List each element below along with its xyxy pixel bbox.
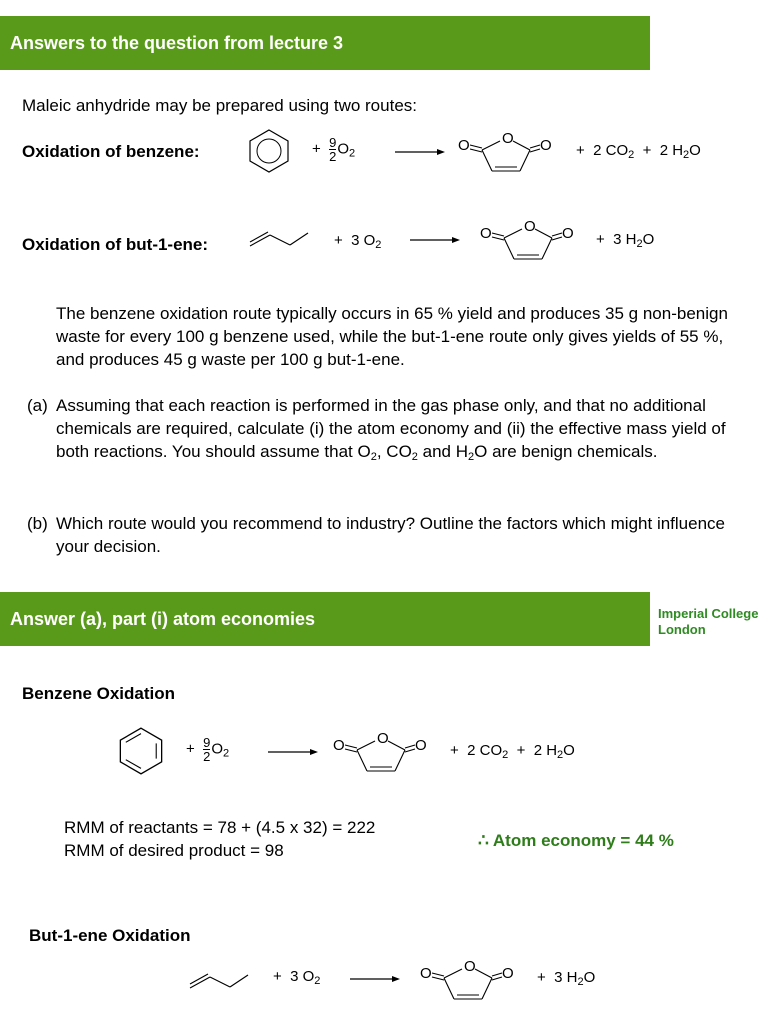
route-butene-label: Oxidation of but-1-ene:	[22, 235, 209, 254]
but-1-ene-structure-icon	[248, 226, 310, 248]
route1-byproducts: + 2 $CO_2 + 2$ $H_2O$	[576, 142, 701, 161]
atom-economy-result: ∴ Atom economy = 44 %	[478, 831, 674, 850]
maleic-anhydride-structure-icon	[331, 728, 439, 778]
reaction-arrow-icon	[350, 975, 400, 983]
maleic-anhydride-structure-icon	[478, 216, 586, 266]
route2-byproducts: + 3 $H_2O$	[596, 231, 655, 250]
svg-text:O: O	[464, 958, 476, 975]
svg-text:O: O	[540, 137, 552, 154]
reaction-arrow-icon	[268, 748, 318, 756]
reaction-arrow-icon	[410, 236, 460, 244]
answer-banner	[0, 592, 650, 646]
benzene-structure-icon	[248, 128, 290, 174]
maleic-anhydride-structure-icon	[456, 128, 564, 178]
benzene-reagent: + $\frac{9}{2}$ $O_2$	[186, 735, 230, 764]
banner-title: Answers to the question from lecture 3	[10, 32, 344, 53]
svg-text:O: O	[415, 737, 427, 754]
svg-text:O: O	[562, 225, 574, 242]
svg-text:O: O	[480, 225, 492, 242]
rmm-reactants: RMM of reactants = 78 + (4.5 x 32) = 222	[64, 818, 376, 837]
question-a-marker: (a)	[27, 396, 48, 415]
maleic-anhydride-structure-icon	[418, 956, 526, 1006]
benzene-oxidation-heading: Benzene Oxidation	[22, 684, 176, 703]
butene-oxidation-heading: But-1-ene Oxidation	[29, 926, 191, 945]
question-b-marker: (b)	[27, 514, 48, 533]
intro-text: Maleic anhydride may be prepared using two routes:	[22, 96, 417, 115]
route-benzene-label: Oxidation of benzene:	[22, 142, 200, 161]
svg-text:O: O	[420, 965, 432, 982]
svg-text:O: O	[333, 737, 345, 754]
but-1-ene-structure-icon	[188, 968, 250, 990]
reaction-arrow-icon	[395, 148, 445, 156]
yield-paragraph: The benzene oxidation route typically occurs in 65 % yield and produces 35 g non-benign waste for every 100 g benzene used, while the but-1-ene route only gives yields of 55 %, and produces 45 g waste per 100 g but-1-ene.	[56, 304, 728, 369]
benzene-structure-icon	[118, 726, 164, 776]
route1-reagent: + $\frac{9}{2}$ $O_2$	[312, 135, 356, 164]
benzene-byproducts: + 2 $CO_2 + 2$ $H_2O$	[450, 742, 575, 761]
svg-text:O: O	[524, 218, 536, 235]
butene-reagent: + 3 $O_2$	[273, 968, 321, 987]
route2-reagent: + 3 $O_2$	[334, 232, 382, 251]
svg-text:O: O	[458, 137, 470, 154]
answer-banner-title: Answer (a), part (i) atom economies	[10, 608, 316, 629]
svg-text:O: O	[502, 130, 514, 147]
imperial-college-logo: Imperial College London	[658, 606, 759, 637]
svg-text:O: O	[502, 965, 514, 982]
butene-byproducts: + 3 $H_2O$	[537, 969, 596, 988]
question-b-text: Which route would you recommend to industry? Outline the factors which might influence your decision.	[56, 514, 725, 556]
svg-text:O: O	[377, 730, 389, 747]
rmm-product: RMM of desired product = 98	[64, 841, 284, 860]
question-a-text: Assuming that each reaction is performed in the gas phase only, and that no additional chemicals are required, calculate (i) the atom economy and (ii) the effective mass yield of both reactions. You should assume that $O_2$, $CO_2$ and $H_2O$ are benign chemicals.	[56, 396, 726, 463]
header-banner	[0, 16, 650, 70]
